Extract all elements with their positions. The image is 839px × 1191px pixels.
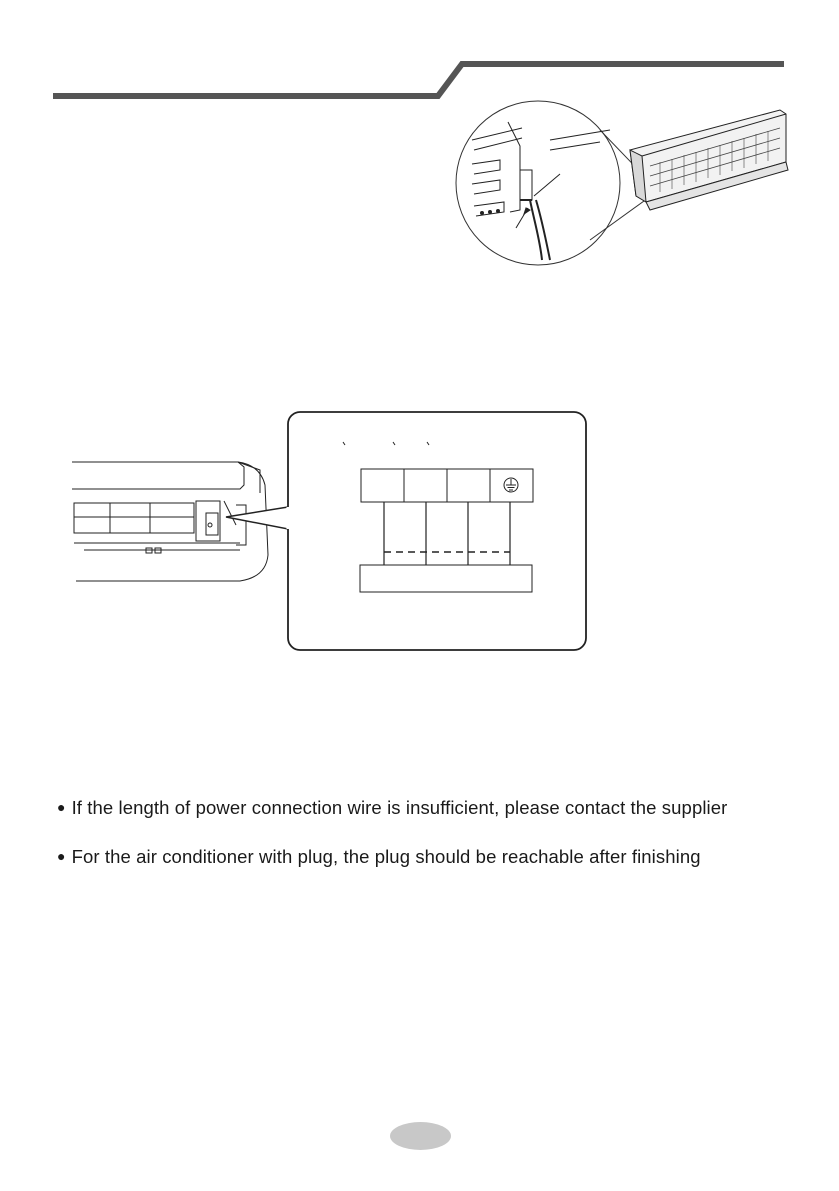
wiring-illustration bbox=[60, 405, 600, 655]
callout-box bbox=[288, 412, 586, 650]
cable-box bbox=[360, 565, 532, 592]
header-rule bbox=[0, 0, 839, 110]
note-item: ● For the air conditioner with plug, the plug should be reachable after finishing bbox=[57, 846, 701, 867]
note-item: ● If the length of power connection wire is insufficient, please contact the supplier bbox=[57, 797, 728, 818]
ground-icon bbox=[504, 478, 518, 492]
page-number-badge bbox=[390, 1122, 451, 1150]
indoor-unit-illustration bbox=[450, 100, 790, 280]
bullet-icon: ● bbox=[57, 799, 66, 815]
bullet-icon: ● bbox=[57, 848, 66, 864]
